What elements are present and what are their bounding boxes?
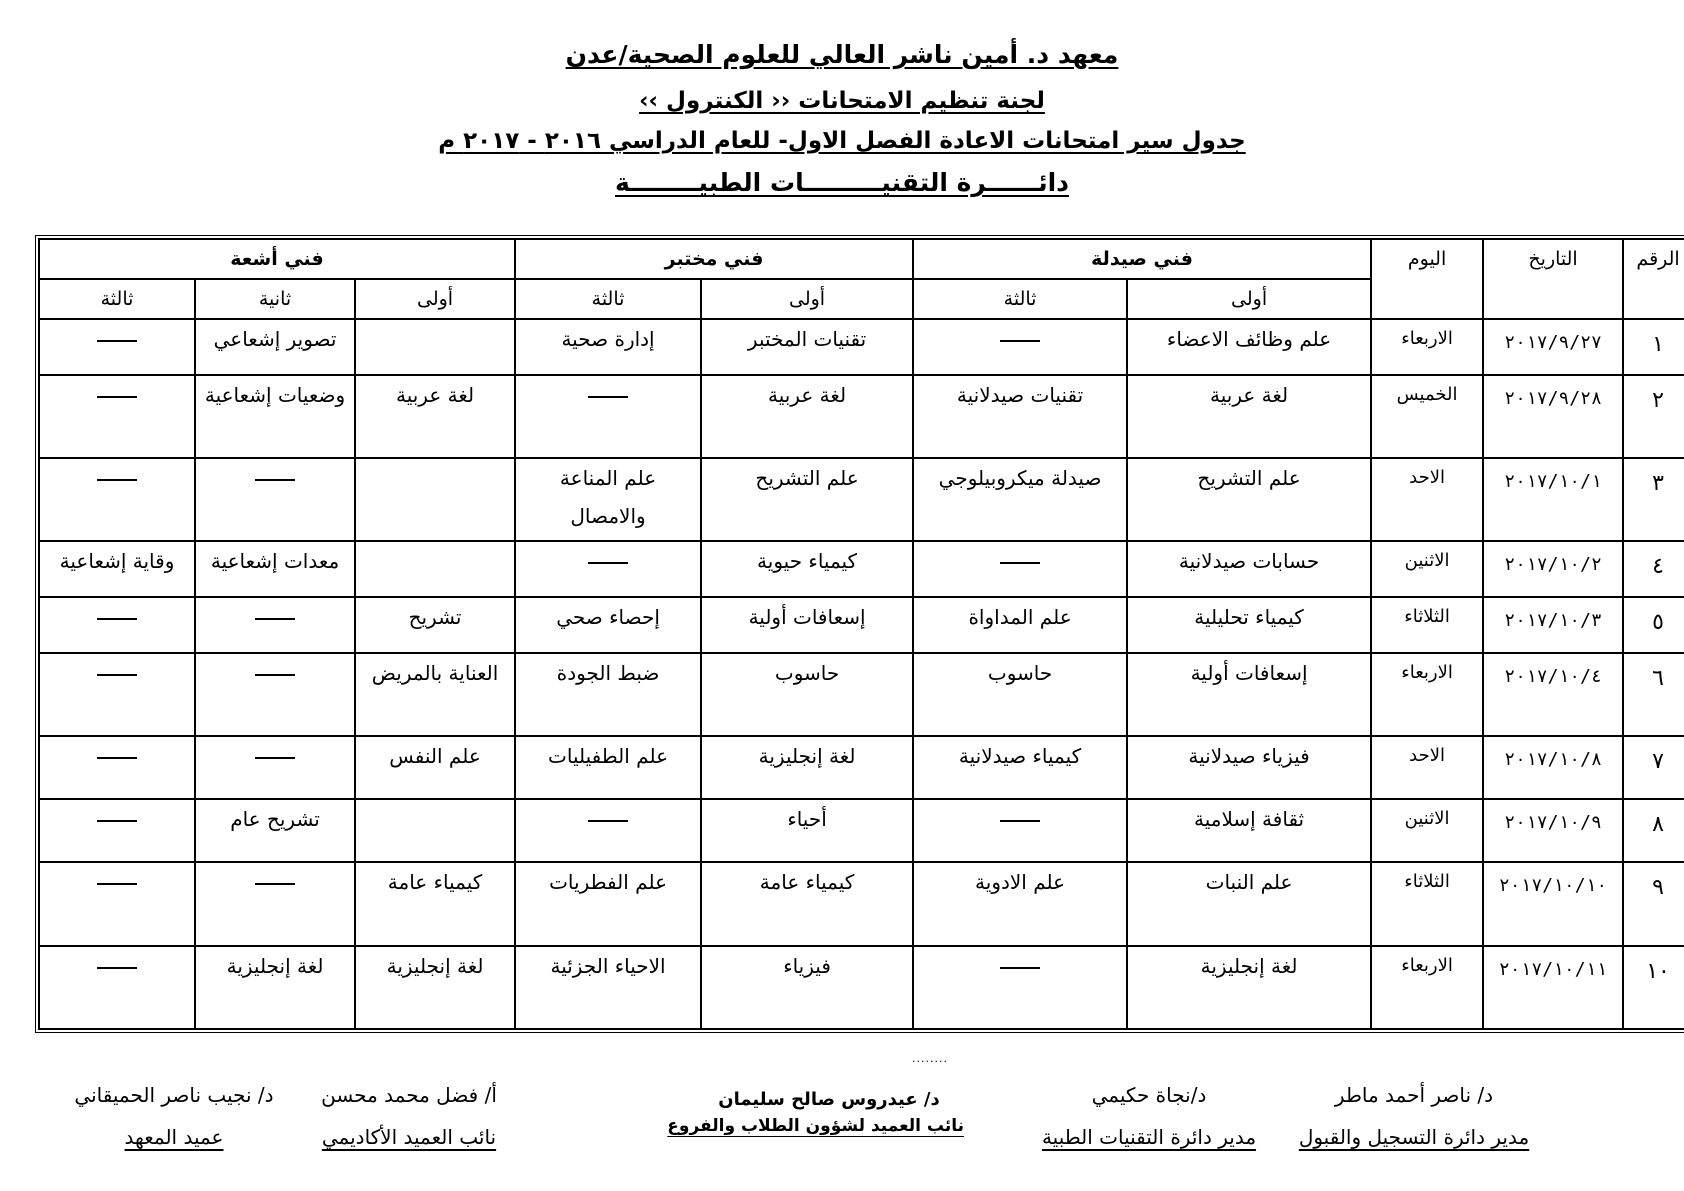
empty-slot-dash — [97, 479, 137, 481]
lab-third-cell — [515, 375, 701, 458]
radiology-third-cell — [39, 653, 195, 736]
day-cell: الاربعاء — [1371, 319, 1483, 375]
table-row — [39, 541, 1684, 597]
num-cell: ٣ — [1623, 458, 1684, 541]
signature-name: أ/ فضل محمد محسن — [321, 1083, 497, 1107]
signature-name: د/ نجيب ناصر الحميقاني — [74, 1083, 274, 1107]
signature-academic-vice-dean — [304, 1083, 514, 1149]
table-row — [39, 736, 1684, 799]
radiology-second-cell: معدات إشعاعية — [195, 541, 355, 597]
header-radiology-third: ثالثة — [39, 279, 195, 319]
department-title: دائــــــرة التقنيـــــــــات الطبيــــــــة — [615, 168, 1069, 197]
empty-slot-dash — [588, 820, 628, 822]
num-cell: ٤ — [1623, 541, 1684, 597]
empty-slot-dash — [1000, 562, 1040, 564]
empty-slot-dash — [1000, 967, 1040, 969]
date-cell: ٢٠١٧/١٠/١١ — [1483, 946, 1623, 1030]
date-cell: ٢٠١٧/١٠/٩ — [1483, 799, 1623, 862]
lab-first-cell: إسعافات أولية — [701, 597, 913, 653]
lab-third-cell — [515, 799, 701, 862]
empty-slot-dash — [97, 883, 137, 885]
num-cell: ٢ — [1623, 375, 1684, 458]
header-num: الرقم — [1623, 239, 1684, 319]
pharmacy-first-cell: ثقافة إسلامية — [1127, 799, 1371, 862]
radiology-second-cell: لغة إنجليزية — [195, 946, 355, 1030]
schedule-title: جدول سير امتحانات الاعادة الفصل الاول- للعام الدراسي ٢٠١٦ - ٢٠١٧ م — [438, 128, 1246, 154]
signature-title: نائب العميد الأكاديمي — [321, 1125, 497, 1149]
empty-slot-dash — [97, 340, 137, 342]
table-row — [39, 597, 1684, 653]
radiology-first-cell — [355, 799, 515, 862]
empty-slot-dash — [588, 396, 628, 398]
date-cell: ٢٠١٧/١٠/٨ — [1483, 736, 1623, 799]
signature-medtech-director — [1034, 1083, 1264, 1149]
pharmacy-third-cell — [913, 946, 1127, 1030]
empty-slot-dash — [97, 618, 137, 620]
table-row — [39, 653, 1684, 736]
num-cell: ٥ — [1623, 597, 1684, 653]
pharmacy-third-cell: تقنيات صيدلانية — [913, 375, 1127, 458]
empty-slot-dash — [97, 820, 137, 822]
empty-slot-dash — [97, 674, 137, 676]
lab-third-cell: إدارة صحية — [515, 319, 701, 375]
lab-first-cell: كيمياء حيوية — [701, 541, 913, 597]
header-day: اليوم — [1371, 239, 1483, 319]
num-cell: ٦ — [1623, 653, 1684, 736]
radiology-first-cell: تشريح — [355, 597, 515, 653]
empty-slot-dash — [255, 757, 295, 759]
signature-title: عميد المعهد — [124, 1125, 224, 1149]
empty-slot-dash — [97, 396, 137, 398]
lab-first-cell: لغة إنجليزية — [701, 736, 913, 799]
lab-first-cell: فيزياء — [701, 946, 913, 1030]
header-pharmacy-first: أولى — [1127, 279, 1371, 319]
day-cell: الاحد — [1371, 736, 1483, 799]
day-cell: الخميس — [1371, 375, 1483, 458]
radiology-second-cell — [195, 653, 355, 736]
lab-first-cell: تقنيات المختبر — [701, 319, 913, 375]
radiology-first-cell — [355, 541, 515, 597]
lab-third-cell — [515, 541, 701, 597]
radiology-second-cell: تشريح عام — [195, 799, 355, 862]
table-row — [39, 319, 1684, 375]
empty-slot-dash — [255, 674, 295, 676]
radiology-third-cell: وقاية إشعاعية — [39, 541, 195, 597]
radiology-first-cell: لغة إنجليزية — [355, 946, 515, 1030]
table-row — [39, 946, 1684, 1030]
committee-title: لجنة تنظيم الامتحانات ‹‹ الكنترول ›› — [639, 88, 1045, 114]
table-row — [39, 862, 1684, 945]
num-cell: ٨ — [1623, 799, 1684, 862]
pharmacy-first-cell: علم النبات — [1127, 862, 1371, 945]
radiology-third-cell — [39, 946, 195, 1030]
lab-first-cell: لغة عربية — [701, 375, 913, 458]
signature-dean — [64, 1083, 284, 1149]
pharmacy-third-cell — [913, 799, 1127, 862]
pharmacy-first-cell: لغة إنجليزية — [1127, 946, 1371, 1030]
radiology-third-cell — [39, 458, 195, 541]
pharmacy-third-cell: صيدلة ميكروبيلوجي — [913, 458, 1127, 541]
pharmacy-third-cell: علم الادوية — [913, 862, 1127, 945]
num-cell: ١ — [1623, 319, 1684, 375]
radiology-first-cell: علم النفس — [355, 736, 515, 799]
day-cell: الاثنين — [1371, 541, 1483, 597]
empty-slot-dash — [97, 967, 137, 969]
radiology-third-cell — [39, 319, 195, 375]
radiology-third-cell — [39, 799, 195, 862]
header-radiology-first: أولى — [355, 279, 515, 319]
header-date: التاريخ — [1483, 239, 1623, 319]
empty-slot-dash — [588, 562, 628, 564]
lab-third-cell: إحصاء صحي — [515, 597, 701, 653]
pharmacy-third-cell: كيمياء صيدلانية — [913, 736, 1127, 799]
date-cell: ٢٠١٧/٩/٢٧ — [1483, 319, 1623, 375]
radiology-second-cell: تصوير إشعاعي — [195, 319, 355, 375]
empty-slot-dash — [1000, 340, 1040, 342]
table-row — [39, 458, 1684, 541]
signature-registration — [1294, 1083, 1534, 1149]
day-cell: الاثنين — [1371, 799, 1483, 862]
day-cell: الاربعاء — [1371, 946, 1483, 1030]
lab-third-cell: علم المناعة والامصال — [515, 458, 701, 541]
date-cell: ٢٠١٧/١٠/١ — [1483, 458, 1623, 541]
pharmacy-third-cell — [913, 319, 1127, 375]
header-lab-first: أولى — [701, 279, 913, 319]
radiology-second-cell — [195, 862, 355, 945]
pharmacy-first-cell: لغة عربية — [1127, 375, 1371, 458]
radiology-second-cell — [195, 458, 355, 541]
empty-slot-dash — [255, 618, 295, 620]
radiology-third-cell — [39, 597, 195, 653]
pharmacy-third-cell: حاسوب — [913, 653, 1127, 736]
signature-name: د/نجاة حكيمي — [1091, 1083, 1207, 1107]
lab-third-cell: علم الفطريات — [515, 862, 701, 945]
header-lab: فني مختبر — [515, 239, 913, 279]
lab-third-cell: ضبط الجودة — [515, 653, 701, 736]
num-cell: ١٠ — [1623, 946, 1684, 1030]
table-row — [39, 799, 1684, 862]
radiology-second-cell — [195, 736, 355, 799]
pharmacy-third-cell: علم المداواة — [913, 597, 1127, 653]
day-cell: الاربعاء — [1371, 653, 1483, 736]
date-cell: ٢٠١٧/٩/٢٨ — [1483, 375, 1623, 458]
num-cell: ٩ — [1623, 862, 1684, 945]
radiology-third-cell — [39, 375, 195, 458]
radiology-first-cell: العناية بالمريض — [355, 653, 515, 736]
radiology-third-cell — [39, 862, 195, 945]
empty-slot-dash — [255, 883, 295, 885]
radiology-first-cell: لغة عربية — [355, 375, 515, 458]
lab-first-cell: كيمياء عامة — [701, 862, 913, 945]
signature-title: مدير دائرة التسجيل والقبول — [1298, 1125, 1530, 1149]
pharmacy-first-cell: كيمياء تحليلية — [1127, 597, 1371, 653]
empty-slot-dash — [97, 757, 137, 759]
header-radiology: فني أشعة — [39, 239, 515, 279]
signature-student-affairs — [667, 1089, 964, 1136]
table-row — [39, 375, 1684, 458]
pharmacy-first-cell: علم التشريح — [1127, 458, 1371, 541]
signature-title: نائب العميد لشؤون الطلاب والفروع — [667, 1116, 964, 1136]
institute-title: معهد د. أمين ناشر العالي للعلوم الصحية/عدن — [565, 40, 1119, 69]
lab-first-cell: حاسوب — [701, 653, 913, 736]
dotted-separator: ........ — [912, 1052, 948, 1065]
num-cell: ٧ — [1623, 736, 1684, 799]
day-cell: الثلاثاء — [1371, 862, 1483, 945]
empty-slot-dash — [255, 479, 295, 481]
radiology-third-cell — [39, 736, 195, 799]
date-cell: ٢٠١٧/١٠/٣ — [1483, 597, 1623, 653]
date-cell: ٢٠١٧/١٠/٤ — [1483, 653, 1623, 736]
day-cell: الثلاثاء — [1371, 597, 1483, 653]
header-pharmacy: فني صيدلة — [913, 239, 1371, 279]
date-cell: ٢٠١٧/١٠/١٠ — [1483, 862, 1623, 945]
exam-schedule-table — [38, 238, 1684, 1030]
radiology-first-cell: كيمياء عامة — [355, 862, 515, 945]
radiology-second-cell: وضعيات إشعاعية — [195, 375, 355, 458]
signature-title: مدير دائرة التقنيات الطبية — [1041, 1125, 1257, 1149]
radiology-first-cell — [355, 319, 515, 375]
pharmacy-first-cell: حسابات صيدلانية — [1127, 541, 1371, 597]
header-lab-third: ثالثة — [515, 279, 701, 319]
day-cell: الاحد — [1371, 458, 1483, 541]
lab-first-cell: علم التشريح — [701, 458, 913, 541]
empty-slot-dash — [1000, 820, 1040, 822]
pharmacy-third-cell — [913, 541, 1127, 597]
signature-name: د/ ناصر أحمد ماطر — [1334, 1083, 1494, 1107]
date-cell: ٢٠١٧/١٠/٢ — [1483, 541, 1623, 597]
header-pharmacy-third: ثالثة — [913, 279, 1127, 319]
radiology-second-cell — [195, 597, 355, 653]
radiology-first-cell — [355, 458, 515, 541]
pharmacy-first-cell: إسعافات أولية — [1127, 653, 1371, 736]
signature-name: د/ عيدروس صالح سليمان — [718, 1089, 940, 1110]
pharmacy-first-cell: علم وظائف الاعضاء — [1127, 319, 1371, 375]
lab-third-cell: علم الطفيليات — [515, 736, 701, 799]
lab-third-cell: الاحياء الجزئية — [515, 946, 701, 1030]
lab-first-cell: أحياء — [701, 799, 913, 862]
pharmacy-first-cell: فيزياء صيدلانية — [1127, 736, 1371, 799]
header-radiology-second: ثانية — [195, 279, 355, 319]
